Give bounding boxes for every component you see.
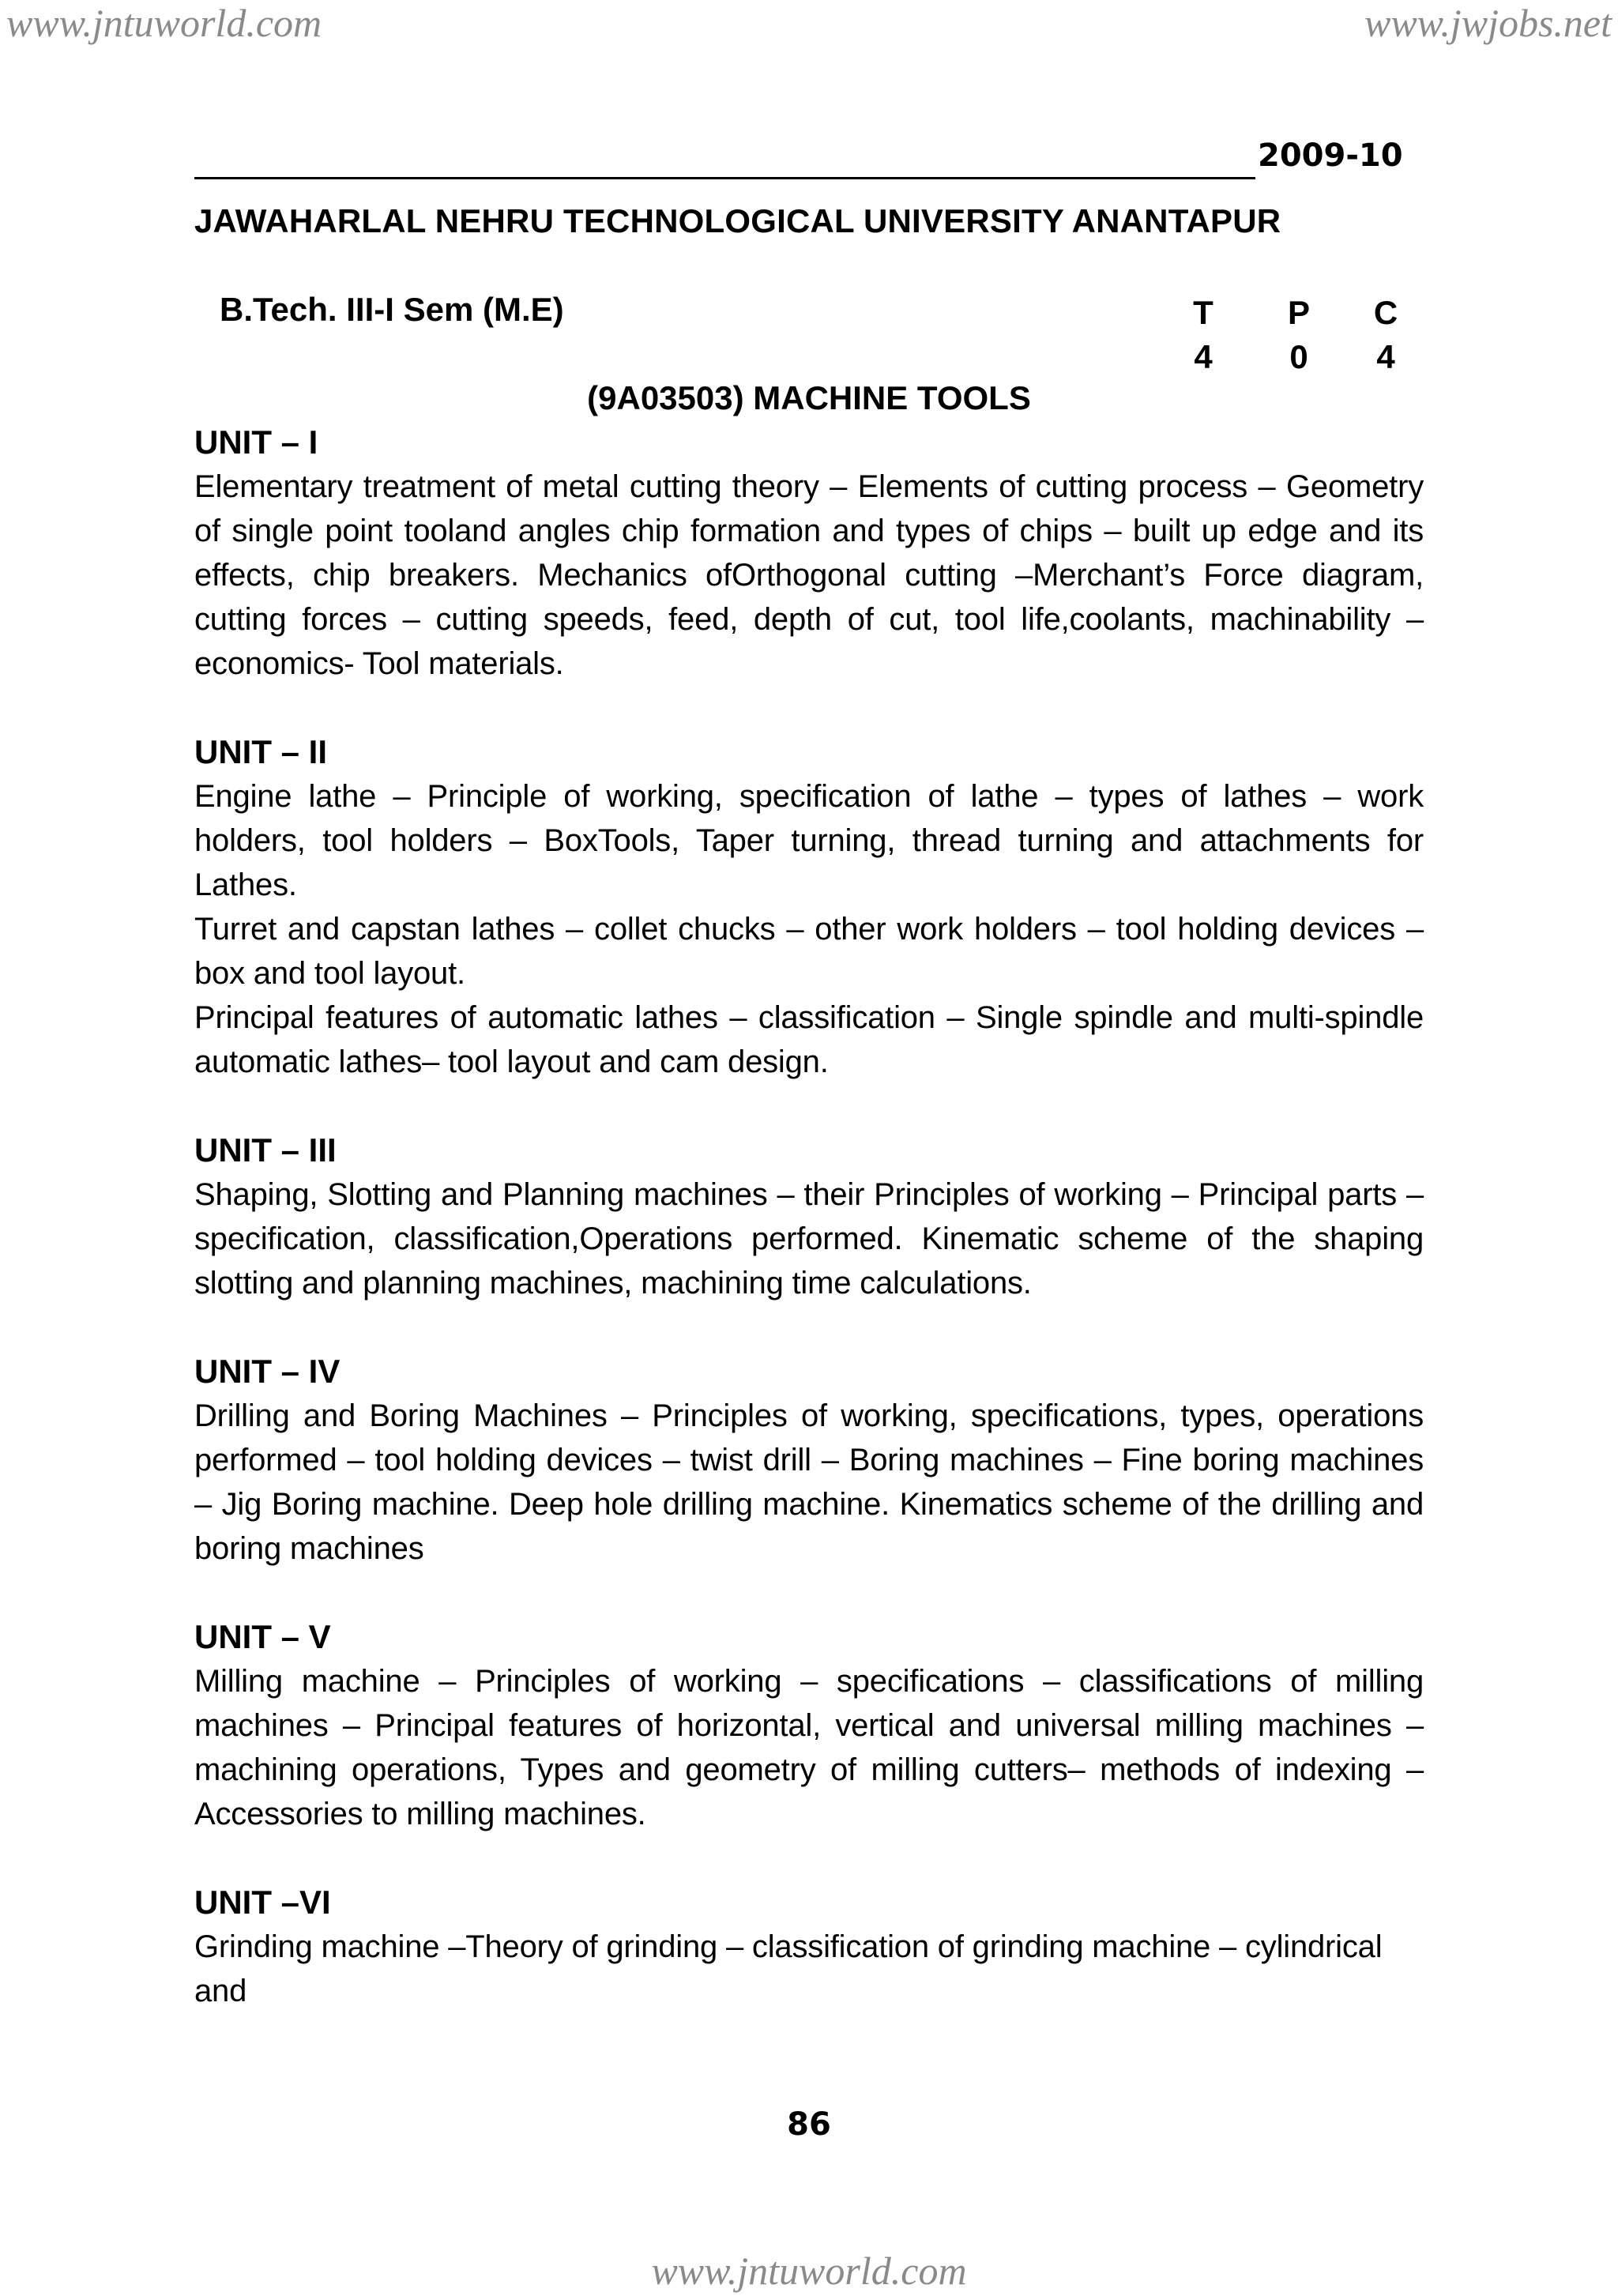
tpc-c-label: C <box>1373 294 1398 331</box>
academic-year: 2009-10 <box>1258 137 1403 174</box>
tpc-column-t <box>1180 291 1227 379</box>
unit-2 <box>194 730 1424 1084</box>
unit-paragraph: Milling machine – Principles of working – specifications – classifications of milling machines – Principal features of horizontal, vertical and universal milling machines – machining operations, Types and geometry of milling cutters– methods of indexing – Accessories to milling machines. <box>194 1664 1424 1831</box>
unit-title: UNIT – I <box>194 423 318 461</box>
unit-paragraph: Grinding machine –Theory of grinding – classification of grinding machine – cylindrical and <box>194 1929 1383 2008</box>
unit-paragraph: Principal features of automatic lathes – classification – Single spindle and multi-spindle automatic lathes– tool layout and cam design. <box>194 1000 1424 1079</box>
tpc-p-label: P <box>1287 294 1310 331</box>
tpc-t-label: T <box>1193 294 1214 331</box>
unit-title: UNIT – III <box>194 1131 337 1169</box>
watermark-top-left: www.jntuworld.com <box>6 1 322 45</box>
syllabus-units <box>194 420 1424 2057</box>
university-name: JAWAHARLAL NEHRU TECHNOLOGICAL UNIVERSITY ANANTAPUR <box>194 202 1281 239</box>
watermark-bottom: www.jntuworld.com <box>651 2249 967 2293</box>
tpc-column-c <box>1362 291 1409 379</box>
subject-title-text: (9A03503) MACHINE TOOLS <box>587 379 1031 416</box>
unit-paragraph: Engine lathe – Principle of working, specification of lathe – types of lathes – work holders, tool holders – BoxTools, Taper turning, thread turning and attachments for Lathes. <box>194 779 1424 902</box>
page-number: 86 <box>787 2106 831 2143</box>
unit-1 <box>194 420 1424 686</box>
unit-title: UNIT –VI <box>194 1884 331 1921</box>
tpc-t-value: 4 <box>1194 338 1213 375</box>
unit-paragraph: Shaping, Slotting and Planning machines – their Principles of working – Principal parts – specification, classification,Operations performed. Kinematic scheme of the shaping slotting and planning machines, machining time calculations. <box>194 1177 1424 1300</box>
unit-paragraph: Drilling and Boring Machines – Principles of working, specifications, types, operations performed – tool holding devices – twist drill – Boring machines – Fine boring machines – Jig Boring machine. Deep hole drilling machine. Kinematics scheme of the drilling and boring machines <box>194 1398 1424 1566</box>
tpc-p-value: 0 <box>1289 338 1308 375</box>
unit-title: UNIT – II <box>194 733 328 770</box>
unit-paragraph: Turret and capstan lathes – collet chucks – other work holders – tool holding devices – box and tool layout. <box>194 912 1424 991</box>
unit-title: UNIT – V <box>194 1618 331 1655</box>
tpc-c-value: 4 <box>1376 338 1395 375</box>
unit-6 <box>194 1880 1424 2013</box>
tpc-column-p <box>1275 291 1323 379</box>
unit-paragraph: Elementary treatment of metal cutting theory – Elements of cutting process – Geometry of single point tooland angles chip formation and types of chips – built up edge and its effects, chip breakers. Mechanics ofOrthogonal cutting –Merchant’s Force diagram, cutting forces – cutting speeds, feed, depth of cut, tool life,coolants, machinability – economics- Tool materials. <box>194 469 1424 681</box>
watermark-top-right: www.jwjobs.net <box>1364 1 1612 45</box>
unit-4 <box>194 1349 1424 1571</box>
subject-title <box>0 379 1618 417</box>
course-name: B.Tech. III-I Sem (M.E) <box>220 291 564 328</box>
header-underline <box>194 177 1255 179</box>
unit-5 <box>194 1615 1424 1836</box>
unit-title: UNIT – IV <box>194 1353 341 1390</box>
unit-3 <box>194 1128 1424 1305</box>
header-rule <box>194 133 1427 182</box>
